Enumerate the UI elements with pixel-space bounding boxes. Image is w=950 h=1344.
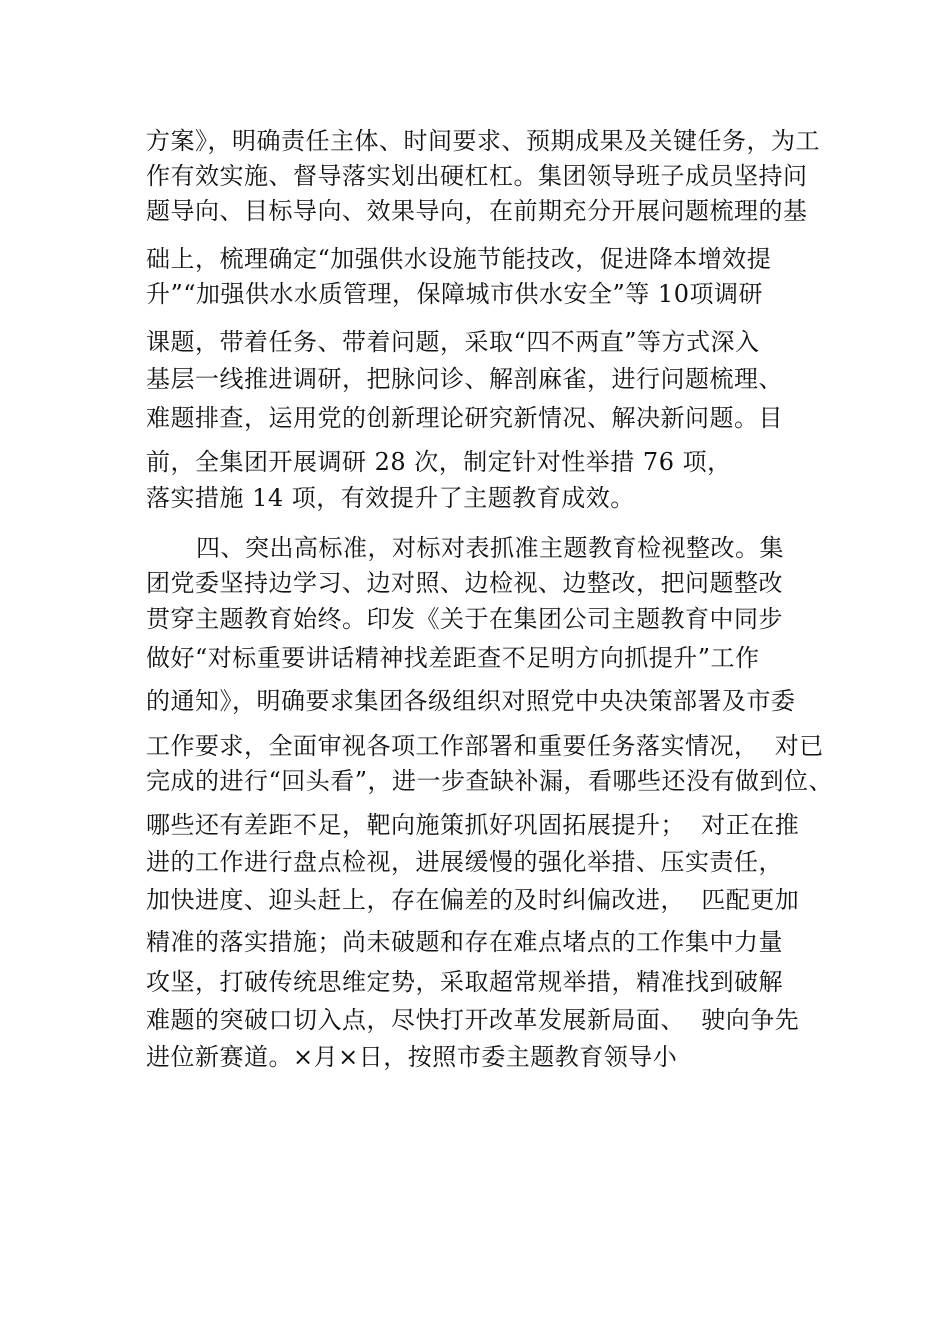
- text-line: 础上，梳理确定“加强供水设施节能技改，促进降本增效提: [146, 245, 772, 273]
- text-line: 进位新赛道。×月×日，按照市委主题教育领导小: [146, 1043, 678, 1071]
- text-line: 工作要求，全面审视各项工作部署和重要任务落实情况， 对已: [146, 732, 824, 760]
- text-line: 贯穿主题教育始终。印发《关于在集团公司主题教育中同步: [146, 605, 783, 633]
- text-line: 课题，带着任务、带着问题，采取“四不两直”等方式深入: [146, 328, 760, 356]
- text-line: 方案》，明确责任主体、时间要求、预期成果及关键任务，为工: [146, 127, 820, 155]
- text-line: 作有效实施、督导落实划出硬杠杠。集团领导班子成员坚持问: [146, 162, 808, 190]
- text-line: 升”“加强供水水质管理，保障城市供水安全”等 10项调研: [146, 280, 763, 308]
- text-line: 前，全集团开展调研 28 次，制定针对性举措 76 项，: [146, 448, 732, 476]
- text-line: 基层一线推进调研，把脉问诊、解剖麻雀，进行问题梳理、: [146, 365, 783, 393]
- text-line: 攻坚，打破传统思维定势，采取超常规举措，精准找到破解: [146, 968, 783, 996]
- text-line: 完成的进行“回头看”，进一步查缺补漏，看哪些还没有做到位、: [146, 767, 834, 795]
- text-line: 进的工作进行盘点检视，进展缓慢的强化举措、压实责任，: [146, 848, 783, 876]
- text-line: 加快进度、迎头赶上，存在偏差的及时纠偏改进， 匹配更加: [146, 886, 800, 914]
- text-line: 团党委坚持边学习、边对照、边检视、边整改，把问题整改: [146, 569, 783, 597]
- paragraph-heading-line: 四、突出高标准，对标对表抓准主题教育检视整改。集: [196, 534, 784, 562]
- text-line: 难题排查，运用党的创新理论研究新情况、解决新问题。目: [146, 404, 783, 432]
- text-line: 做好“对标重要讲话精神找差距查不足明方向抓提升”工作: [146, 644, 760, 672]
- text-line: 的通知》，明确要求集团各级组织对照党中央决策部署及市委: [146, 687, 796, 715]
- text-line: 难题的突破口切入点，尽快打开改革发展新局面、 驶向争先: [146, 1006, 800, 1034]
- text-line: 精准的落实措施；尚未破题和存在难点堵点的工作集中力量: [146, 928, 783, 956]
- text-line: 落实措施 14 项，有效提升了主题教育成效。: [146, 484, 635, 512]
- text-line: 哪些还有差距不足，靶向施策抓好巩固拓展提升； 对正在推: [146, 811, 800, 839]
- text-line: 题导向、目标导向、效果导向，在前期充分开展问题梳理的基: [146, 197, 808, 225]
